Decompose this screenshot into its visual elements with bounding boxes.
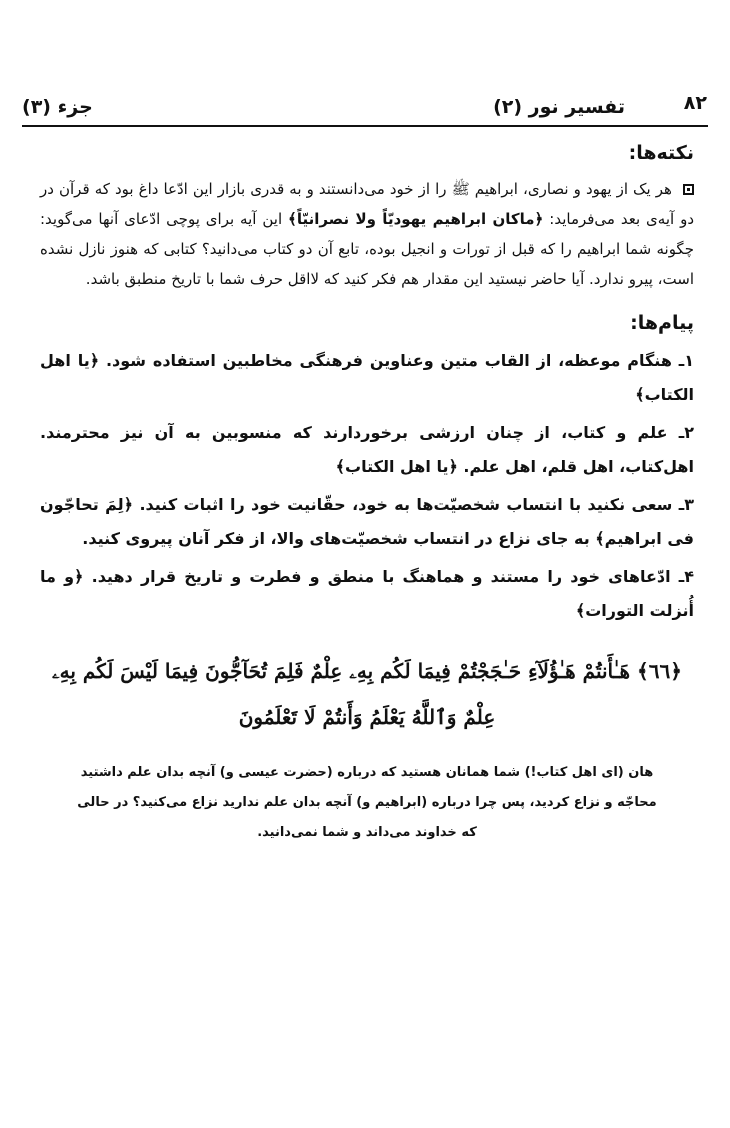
message-quote: ﴿یا اهل الکتاب﴾ — [335, 457, 458, 476]
message-item-1 — [40, 344, 694, 412]
note-text-1: هر یک از یهود و نصاری، ابراهیم ﷺ را از خود می‌دانستند و به قدری بازار این ادّعا داغ بود که قرآن در دو آیه‌ی بعد می‌فرماید: — [40, 180, 695, 228]
verse-translation: هان (ای اهل کتاب!) شما همانان هستید که درباره (حضرت عیسی و) آنچه بدان علم داشتید محاجّه و نزاع کردید، پس چرا درباره (ابراهیم و) آنچه بدان علم ندارید نزاع می‌کنید؟ در حالی که خداوند می‌داند و شما نمی‌دانید. — [77, 765, 657, 840]
message-text-after: به جای نزاع در انتساب شخصیّت‌های والا، از فکر آنان پیروی کنید. — [82, 529, 590, 548]
message-quote: ﴿یا اهل الکتاب﴾ — [40, 351, 694, 404]
bullet-square-icon — [683, 184, 694, 195]
notes-title: نکته‌ها: — [628, 142, 694, 164]
message-item-2 — [40, 416, 694, 484]
header-divider — [22, 125, 708, 127]
page-content — [40, 138, 694, 848]
message-text: ۳ـ سعی نکنید با انتساب شخصیّت‌ها به خود، حقّانیت خود را اثبات کنید. — [139, 495, 695, 514]
message-item-4 — [40, 560, 694, 628]
note-text-2: این آیه برای پوچی ادّعای آنها می‌گوید: چگونه شما ابراهیم را که قبل از تورات و انجیل بوده، تابع آن دو کتاب می‌دانید؟ کتابی که هنوز نازل نشده است، پیرو ندارد. آیا حاضر نیستید این مقدار هم فکر کنید که لااقل حرف شما با تاریخ منطبق باشد. — [40, 210, 694, 288]
message-quote: ﴿و ما أُنزلت التورات﴾ — [40, 567, 694, 620]
messages-title: پیام‌ها: — [630, 312, 694, 334]
message-quote: ﴿لِمَ تحاجّون فی ابراهیم﴾ — [40, 495, 694, 548]
book-title: تفسیر نور (۲) — [493, 96, 625, 118]
message-text: ۱ـ هنگام موعظه، از القاب متین وعناوین فرهنگی مخاطبین استفاده شود. — [105, 351, 695, 370]
page-number: ۸۲ — [683, 92, 707, 114]
message-text: ۴ـ ادّعاهای خود را مستند و هماهنگ با منطق و فطرت و تاریخ قرار دهید. — [91, 567, 694, 586]
note-quote-1: ﴿ماکان ابراهیم یهودیّاً ولا نصرانیّاً﴾ — [288, 210, 544, 228]
page-header — [22, 92, 707, 122]
quran-verse: ﴿٦٦﴾ هَـٰأَنتُمْ هَـٰؤُلَآءِ حَـٰجَجْتُمْ فِيمَا لَكُم بِهِۦ عِلْمٌ فَلِمَ تُحَآجُّونَ فِيمَا لَيْسَ لَكُم بِهِۦ عِلْمٌ وَٱللَّهُ يَعْلَمُ وَأَنتُمْ لَا تَعْلَمُونَ — [52, 659, 682, 729]
message-item-3 — [40, 488, 694, 556]
part-label: جزء (۳) — [22, 96, 93, 118]
note-paragraph — [40, 174, 694, 294]
message-text: ۲ـ علم و کتاب، از چنان ارزشی برخوردارند که منسوبین به آن نیز محترمند. اهل‌کتاب، اهل قلم، اهل علم. — [40, 423, 694, 476]
